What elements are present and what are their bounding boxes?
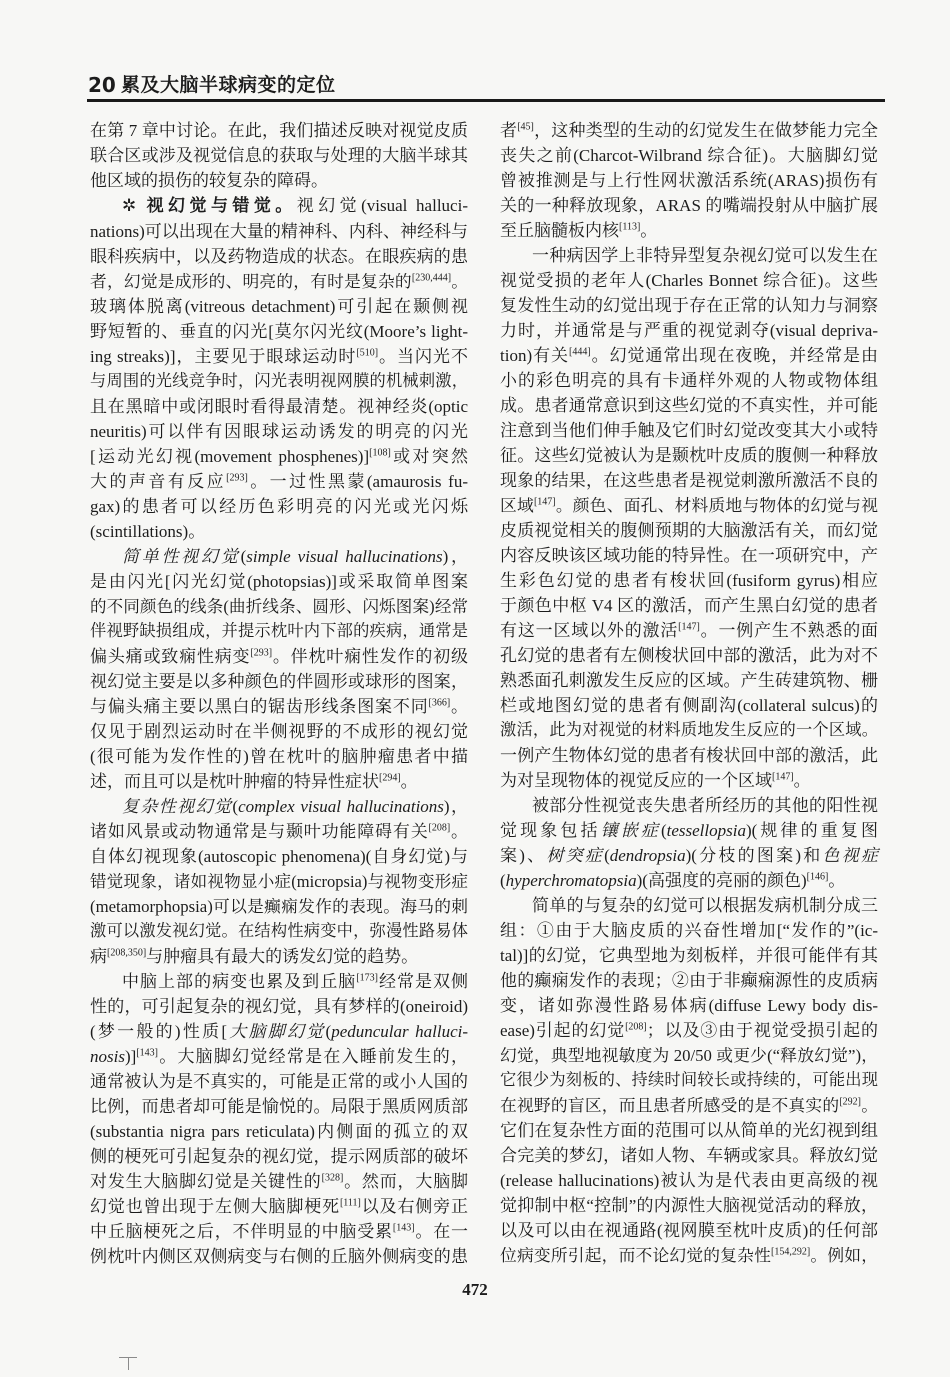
text-run: 。当闪光不 [378,347,468,366]
text-run: 在第 7 章中讨论。在此，我们描述反映对视觉皮质 [90,121,468,140]
text-run: 且在黑暗中或闭眼时看得最清楚。视神经炎(optic [90,397,468,416]
paragraph [500,893,878,1268]
text-line [500,443,878,468]
text-run: 与肿瘤具有最大的诱发幻觉的趋势。 [146,947,419,966]
text-line [90,369,468,394]
text-run: 性的，可引起复杂的视幻觉，具有梦样的(oneiroid) [90,997,468,1016]
italic-term: tessellopsia [666,821,746,840]
text-line [500,818,878,843]
text-line [90,1019,468,1044]
text-line [90,919,468,944]
text-run: 视幻觉主要是以多种颜色的伴圆形或球形的图案， [90,672,468,691]
text-line [500,193,878,218]
text-run: 与偏头痛主要以黑白的锯齿形线条图案不同 [90,697,429,716]
text-run: ( [500,871,506,890]
text-run: (release hallucinations)被认为是代表由更高级的视 [500,1171,878,1190]
text-run: 案)、 [500,846,547,865]
text-run: gax)的患者可以经历色彩明亮的闪光或光闪烁 [90,497,468,516]
citation-superscript: [208] [625,1021,647,1033]
text-run: 是由闪光[闪光幻觉(photopsias)]或采取简单图案 [90,572,468,591]
paragraph [90,794,468,969]
text-line [90,394,468,419]
paragraph [90,118,468,193]
text-run: ( [660,821,667,840]
crop-mark [128,1357,129,1370]
citation-superscript: [45] [517,121,534,133]
text-run: ( [325,1022,332,1041]
citation-superscript: [146] [806,871,829,883]
text-run: ing streaks)]，主要见于眼球运动时 [90,347,357,366]
text-line [90,769,468,794]
citation-superscript: [208] [428,822,451,834]
text-run: 玻璃体脱离(vitreous detachment)可引起在颞侧视 [90,297,468,316]
text-run: 合完美的梦幻，诸如人物、车辆或家具。释放幻觉 [500,1146,878,1165]
text-line [90,1194,468,1219]
text-run: 。颜色、面孔、材料质地与物体的幻觉与视 [555,496,878,515]
text-run: 生彩色幻觉的患者有梭状回(fusiform gyrus)相应 [500,571,878,590]
text-run: 注意到当他们伸手触及它们时幻觉改变其大小或特 [500,421,878,440]
italic-term: hyperchromatopsia [505,871,637,890]
text-run: 激可以激发视幻觉。在结构性病变中，弥漫性路易体 [90,922,468,940]
text-line [90,569,468,594]
text-line [90,519,468,544]
text-run: (metamorphopsia)可以是癫痫发作的表现。海马的刺 [90,897,468,916]
bold-heading: ✲ 视幻觉与错觉。 [122,196,297,216]
italic-term: peduncular halluci- [331,1022,468,1041]
text-run: ( [232,797,239,816]
text-run: 偏头痛或致痫性病变 [90,647,251,666]
text-line [90,269,468,294]
text-run: 。 [640,221,658,240]
text-line [500,318,878,343]
text-line [90,869,468,894]
text-run: 简单的与复杂的幻觉可以根据发病机制分成三 [532,896,878,915]
text-line [90,168,468,193]
text-run: 诸如风景或动物通常是与颞叶功能障碍有关 [90,822,429,841]
text-line [90,1069,468,1094]
text-run: 一例产生物体幻觉的患者有梭状回中部的激活，此 [500,746,878,765]
text-line [500,1168,878,1193]
text-column-left [90,118,468,1269]
text-line [500,668,878,693]
text-line [90,694,468,719]
text-line [90,994,468,1019]
text-run: 仅见于剧烈运动时在半侧视野的不成形的视幻觉 [90,722,468,741]
text-line [90,1144,468,1169]
text-run: 错觉现象，诸如视物显小症(micropsia)与视物变形症 [90,872,468,891]
text-line [500,1043,878,1068]
text-run: 。大脑脚幻觉经常是在入睡前发生的， [157,1047,468,1066]
text-line [500,693,878,718]
text-run: 伴视野缺损组成，并提示枕叶内下部的疾病，通常是 [90,622,468,640]
text-line [500,168,878,193]
text-line [500,393,878,418]
text-run: 于颜色中枢 V4 区的激活，而产生黑白幻觉的患者 [500,596,878,615]
text-run: 中脑上部的病变也累及到丘脑 [122,972,357,991]
text-run: )， [442,547,468,566]
text-run: )(分枝的图案)和 [685,846,823,865]
citation-superscript: [444] [568,346,591,358]
text-line [500,118,878,143]
text-run: 视幻觉(visual halluci- [296,196,468,215]
text-line [500,1243,878,1268]
text-run: 联合区或涉及视觉信息的获取与处理的大脑半球其 [90,146,468,165]
text-run: 。幻觉通常出现在夜晚，并经常是由 [590,346,878,365]
text-line [500,1143,878,1168]
text-run: 。 [793,771,811,790]
text-line [90,619,468,644]
text-run: 。例如， [810,1246,878,1265]
citation-superscript: [328] [321,1172,344,1184]
text-line [500,293,878,318]
text-line [500,418,878,443]
text-run: ( [240,547,247,566]
text-run: 野短暂的、垂直的闪光[莫尔闪光纹(Moore’s light- [90,322,468,341]
text-run: 觉现象包括 [500,821,601,840]
text-run: (梦一般的)性质[ [90,1022,227,1041]
text-run: 变，诸如弥漫性路易体病(diffuse Lewy body dis- [500,996,878,1015]
text-line [500,243,878,268]
citation-superscript: [113] [619,221,641,233]
text-run: neuritis)可以伴有因眼球运动诱发的明亮的闪光 [90,422,468,441]
paragraph [500,243,878,793]
text-line [500,218,878,243]
text-run: 自体幻视现象(autoscopic phenomena)(自身幻觉)与 [90,847,468,866]
text-line [90,419,468,444]
text-run: 位病变所引起，而不论幻觉的复杂性 [500,1246,772,1265]
text-run: tion)有关 [500,346,569,365]
italic-term: nosis [90,1047,125,1066]
text-run: 幻觉，典型地视敏度为 20/50 或更少(“释放幻觉”)， [500,1046,878,1065]
citation-superscript: [147] [772,771,794,783]
text-line [90,1094,468,1119]
text-run: 中丘脑梗死之后，不伴明显的中脑受累 [90,1222,393,1241]
text-run: 丧失之前(Charcot-Wilbrand 综合征)。大脑脚幻觉 [500,146,878,165]
text-run: 者，幻觉是成形的、明亮的，有时是复杂的 [90,272,412,291]
text-run: 经常是双侧 [377,972,469,991]
text-line [90,969,468,994]
text-run: 它们在复杂性方面的范围可以从简单的光幻视到组 [500,1121,878,1140]
text-run: 述，而且可以是枕叶肿瘤的特异性症状 [90,772,379,791]
italic-term: complex visual hallucinations [238,797,444,816]
paragraph [500,118,878,243]
text-line [90,469,468,494]
text-run: 以及可以由在视通路(视网膜至枕叶皮质)的任何部 [500,1221,878,1240]
text-line [90,819,468,844]
text-run: 。然而，大脑脚 [343,1172,469,1191]
text-line [500,468,878,493]
text-line [90,143,468,168]
text-line [90,894,468,919]
text-run: 。在一 [414,1222,469,1241]
text-line [500,493,878,518]
citation-superscript: [143] [392,1222,415,1234]
text-run: 它很少为刻板的、持续时间较长或持续的，可能出现 [500,1071,878,1089]
text-line [90,1119,468,1144]
text-line [90,319,468,344]
text-line [90,118,468,143]
text-line [90,193,468,219]
text-line [90,594,468,619]
text-run: (substantia nigra pars reticulata)内侧面的孤立的双 [90,1122,468,1141]
italic-term: 复杂性视幻觉 [122,797,233,816]
text-run: 。 [400,772,418,791]
running-header-chapter-title: 累及大脑半球病变的定位 [121,74,336,96]
text-line [500,918,878,943]
paragraph [90,544,468,794]
text-line [90,744,468,769]
footer-page-number: 472 [462,1280,488,1299]
text-line [90,669,468,694]
text-run: 。伴枕叶痫性发作的初级 [272,647,469,666]
citation-superscript: [154,292] [771,1246,811,1258]
text-line [500,1018,878,1043]
text-line [90,719,468,744]
text-run: 。一例产生不熟悉的面 [699,621,879,640]
text-line [500,743,878,768]
text-run: 内容反映该区域功能的特异性。在一项研究中，产 [500,546,878,565]
text-run: 在视野的盲区，而且患者所感受的是不真实的 [500,1096,840,1115]
text-run: 病 [90,947,107,966]
text-run: )(规律的重复图 [745,821,879,840]
italic-term: 色视症 [822,846,879,865]
italic-term: 简单性视幻觉 [122,547,241,566]
text-line [90,794,468,819]
citation-superscript: [111] [339,1197,361,1209]
text-line [500,993,878,1018]
text-line [500,968,878,993]
text-line [500,368,878,393]
text-run: 幻觉也曾出现于左侧大脑脚梗死 [90,1197,340,1216]
text-run: 成。患者通常意识到这些幻觉的不真实性，并可能 [500,396,878,415]
text-line [500,618,878,643]
text-run: 者 [500,121,518,140]
text-run: 与周围的光线竞争时，闪光表明视网膜的机械刺激， [90,372,468,390]
text-run: 。 [828,871,846,890]
text-run: 至丘脑髓板内核 [500,221,619,240]
italic-term: 树突症 [546,846,605,865]
text-line [90,244,468,269]
text-column-right [500,118,878,1268]
text-line [500,268,878,293]
text-line [90,644,468,669]
text-line [500,1193,878,1218]
text-line [90,1044,468,1069]
text-run: 眼科疾病中，以及药物造成的状态。在眼疾病的患 [90,247,468,266]
italic-term: simple visual hallucinations [246,547,443,566]
text-line [90,944,468,969]
citation-superscript: [510] [356,347,379,359]
text-run: (很可能为发作性的)曾在枕叶的脑肿瘤患者中描 [90,747,468,766]
text-run: )(高强度的亮丽的颜色) [636,871,807,890]
citation-superscript: [366] [428,697,451,709]
text-line [90,1219,468,1244]
running-header-page-number: 20 [88,73,116,97]
text-run: 现象的结果，在这些患者是视觉刺激所激活不良的 [500,471,878,490]
text-run: 他区域的损伤的较复杂的障碍。 [90,171,328,190]
text-run: 觉抑制中枢“控制”的内源性大脑视觉活动的释放， [500,1196,878,1215]
text-line [90,494,468,519]
citation-superscript: [208,350] [107,947,147,959]
citation-superscript: [108] [369,447,391,459]
text-run: 通常被认为是不真实的，可能是正常的或小人国的 [90,1072,468,1091]
text-run: 复发性生动的幻觉出现于存在正常的认知力与洞察 [500,296,878,315]
text-run: (scintillations)。 [90,522,206,541]
text-run: 一种病因学上非特异型复杂视幻觉可以发生在 [532,246,878,265]
text-line [500,1093,878,1118]
text-run: 关的一种释放现象，ARAS 的嘴端投射从中脑扩展 [500,196,878,215]
text-run: 。 [861,1096,878,1115]
citation-superscript: [293] [250,647,273,659]
text-line [500,568,878,593]
italic-term: 镶嵌症 [600,821,661,840]
text-line [90,844,468,869]
text-line [500,1118,878,1143]
text-run: 征。这些幻觉被认为是颞枕叶皮质的腹侧一种释放 [500,446,878,465]
text-run: 。 [450,697,469,716]
citation-superscript: [173] [356,972,378,984]
citation-superscript: [292] [839,1096,862,1108]
text-line [500,1218,878,1243]
text-run: 小的彩色明亮的具有卡通样外观的人物或物体组 [500,371,878,390]
text-run: 孔幻觉的患者有左侧梭状回中部的激活，此为对不 [500,646,878,665]
text-line [500,518,878,543]
text-run: 对发生大脑脚幻觉是关键性的 [90,1172,322,1191]
text-run: 视觉受损的老年人(Charles Bonnet 综合征)。这些 [500,271,878,290]
citation-superscript: [294] [379,772,401,784]
text-line [90,344,468,369]
text-line [500,943,878,968]
text-line [90,294,468,319]
citation-superscript: [147] [533,496,556,508]
paragraph [500,793,878,893]
text-run: 组：①由于大脑皮质的兴奋性增加[“发作的”(ic- [500,921,878,940]
text-run: ，这种类型的生动的幻觉发生在做梦能力完全 [533,121,879,140]
text-run: )] [124,1047,137,1066]
paragraph [90,969,468,1269]
text-run: 例枕叶内侧区双侧病变与右侧的丘脑外侧病变的患 [90,1247,468,1266]
text-line [500,1068,878,1093]
text-run: ；以及③由于视觉受损引起的 [646,1021,879,1040]
text-run: 力时，并通常是与严重的视觉剥夺(visual depriva- [500,321,878,340]
text-run: 或对突然 [390,447,468,466]
italic-term: 大脑脚幻觉 [227,1022,326,1041]
text-run: 激活，此为对视觉的材料质地发生反应的一个区域。 [500,721,878,739]
text-run: )， [443,797,468,816]
italic-term: dendropsia [609,846,686,865]
text-line [90,219,468,244]
text-line [500,643,878,668]
text-line [500,143,878,168]
text-run: 。 [450,822,469,841]
text-run: 。一过性黑蒙(amaurosis fu- [247,472,468,491]
text-line [500,543,878,568]
text-run: 大的声音有反应 [90,472,227,491]
text-run: ease)引起的幻觉 [500,1021,626,1040]
header-rule [87,99,885,102]
text-run: 以及右侧旁正 [360,1197,469,1216]
text-run: ( [604,846,610,865]
citation-superscript: [147] [678,621,700,633]
text-run: 比例，而患者却可能是愉悦的。局限于黑质网质部 [90,1097,468,1116]
text-run: [运动光幻视(movement phosphenes)] [90,447,370,466]
text-line [500,868,878,893]
text-run: 的不同颜色的线条(曲折线条、圆形、闪烁图案)经常 [90,597,468,616]
text-line [90,1169,468,1194]
text-line [500,843,878,868]
text-line [90,544,468,569]
text-run: 被部分性视觉丧失患者所经历的其他的阳性视 [532,796,878,815]
text-run: 侧的梗死可引起复杂的视幻觉，提示网质部的破坏 [90,1147,468,1166]
text-run: nations)可以出现在大量的精神科、内科、神经科与 [90,222,468,241]
text-run: 有这一区域以外的激活 [500,621,679,640]
text-line [90,1244,468,1269]
text-run: 为对呈现物体的视觉反应的一个区域 [500,771,772,790]
text-run: 栏或地图幻觉的患者有侧副沟(collateral sulcus)的 [500,696,878,715]
text-run: 曾被推测是与上行性网状激活系统(ARAS)损伤有 [500,171,878,190]
text-run: 皮质视觉相关的腹侧预期的大脑激活有关，而幻觉 [500,521,878,540]
text-run: 他的癫痫发作的表现；②由于非癫痫源性的皮质病 [500,971,878,990]
text-run: 熟悉面孔刺激发生反应的区域。产生砖建筑物、栅 [500,671,878,690]
paragraph [90,193,468,544]
citation-superscript: [230,444] [411,272,452,284]
text-run: tal)]的幻觉，它典型地为刻板样，并很可能伴有其 [500,946,878,965]
text-line [500,768,878,793]
text-line [500,343,878,368]
citation-superscript: [293] [226,472,248,484]
text-run: 区域 [500,496,534,515]
text-line [90,444,468,469]
text-line [500,793,878,818]
text-run: 。 [451,272,468,291]
text-line [500,593,878,618]
text-line [500,718,878,743]
text-line [500,893,878,918]
citation-superscript: [143] [136,1047,158,1059]
